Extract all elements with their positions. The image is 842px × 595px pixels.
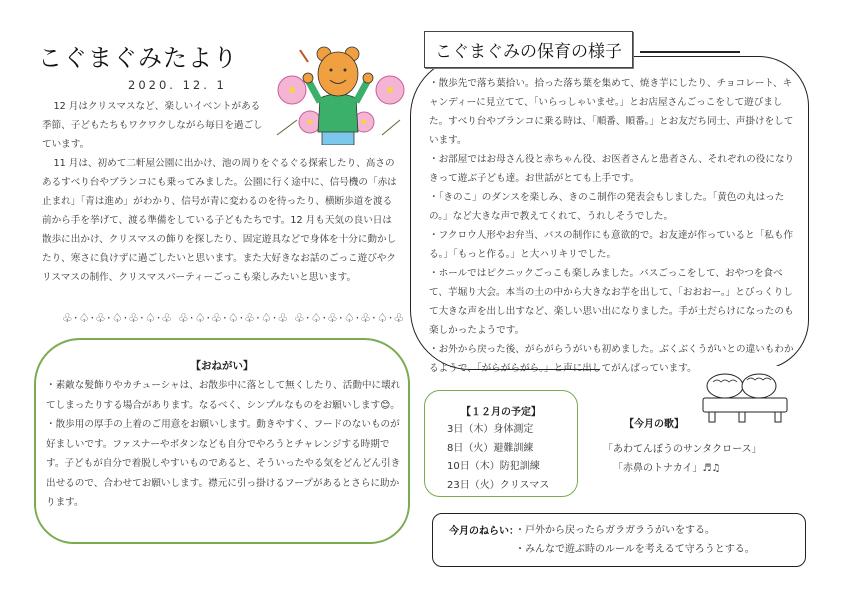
requests-box <box>34 338 410 544</box>
requests-title: 【おねがい】 <box>190 360 254 372</box>
intro-paragraph: 12 月はクリスマスなど、楽しいイベントがある季節、子どもたちもワクワクしながら毎日を過ごしています。 <box>42 101 263 150</box>
aims-list <box>515 521 755 559</box>
song-item: 「あわてんぼうのサンタクロース」 <box>603 444 762 455</box>
activity-item: ・お部屋ではお母さん役と赤ちゃん役、お医者さんと患者さん、それぞれの役になりきって遊ぶ子ども達。お世話がとても上手です。 <box>429 154 795 184</box>
activity-item: ・フクロウ人形やお弁当、バスの制作にも意欲的で。お友達が作っていると「私も作る。」「もっと作る。」と大ハリキリでした。 <box>429 230 794 260</box>
requests-list <box>46 376 402 513</box>
newsletter-title: こぐまぐみたより <box>38 44 238 72</box>
children-illustration-icon <box>695 372 795 424</box>
request-item: ・素敵な髪飾りやカチューシャは、お散歩中に落として無くしたり、活動中に壊れてしまったりする場合があります。なるべく、シンプルなものをお願いします😊。 <box>46 380 401 411</box>
song-item: 「赤鼻のトナカイ」♬♫ <box>613 462 721 474</box>
schedule-title: 【１２月の予定】 <box>461 407 541 418</box>
aims-label: 今月のねらい： <box>449 526 519 537</box>
schedule-item: 23日（火）クリスマス <box>447 479 550 491</box>
aim-item: ・みんなで遊ぶ時のルールを考えるて守ろうとする。 <box>515 544 755 555</box>
aims-box <box>432 513 806 567</box>
decorative-border: ♧·♤·♧·♤·♧·♤·♧ ♧·♤·♧·♤·♧·♤·♧ ♧·♤·♧·♤·♧·♤·♧ <box>62 311 406 325</box>
schedule-item: 8日（火）避難訓練 <box>447 442 534 454</box>
schedule-item: 10日（木）防犯訓練 <box>447 461 540 472</box>
aim-item: ・戸外から戻ったらガラガラうがいをする。 <box>515 525 715 536</box>
songs-list <box>603 441 762 478</box>
activity-item: ・「きのこ」のダンスを楽しみ、きのこ制作の発表会もしました。「黄色の丸はったの。」など大きな声で教えてくれて、うれしそうでした。 <box>429 192 785 222</box>
bear-illustration-icon <box>272 40 407 145</box>
songs-title: 【今月の歌】 <box>624 419 684 430</box>
activity-item: ・お外から戻った後、がらがらうがいも初めました。ぶくぶくうがいとの違いもわかるようで、「がらがらがら。」と声に出してがんばっています。 <box>429 344 794 374</box>
activities-title: こぐまぐみの保育の様子 <box>424 31 633 68</box>
header-rule <box>640 51 740 53</box>
activities-list <box>429 74 801 378</box>
request-item: ・散歩用の厚手の上着のご用意をお願いします。動きやすく、フードのないものが好ましいです。ファスナーやボタンなども自分でやろうとチャレンジする時期です。子どもが自分で着脱しやすいものであると、そういったやる気をどんどん引き出せるので、合わせてお願いします。襟元に引っ掛けるフープがあるとさらに助かります。 <box>46 419 401 508</box>
schedule-list <box>447 421 549 495</box>
activity-item: ・ホールではピクニックごっこも楽しみました。バスごっこをして、おやつを食べて、芋堀り大会。本当の土の中から大きなお芋を出して、「おおおー。」とびっくりして大きな声を出し出すなど、楽しい思い出になりました。手が土だらけになったのも楽しかったようです。 <box>429 268 794 336</box>
activity-item: ・散歩先で落ち葉拾い。拾った落ち葉を集めて、焼き芋にしたり、チョコレート、キャンディーに見立てて、「いらっしゃいませ。」とお店屋さんごっこをして遊びました。すべり台やブランコに乗る時は、「順番、順番。」とお友だち同士、声掛けをしています。 <box>429 78 794 146</box>
schedule-item: 3日（木）身体測定 <box>447 424 534 435</box>
schedule-box <box>424 390 578 497</box>
newsletter-date: 2020. 12. 1 <box>128 78 227 92</box>
november-paragraph: 11 月は、初めて二軒屋公園に出かけ、池の周りをぐるぐる探索したり、高さのあるすべり台やブランコにも乗ってみました。公園に行く途中に、信号機の「赤は止まれ」「青は進め」がわかり、信号が青に変わるのを待ったり、横断歩道を渡る前から手を挙げて、渡る準備をしている子どもたちです。12 月も天気の良い日は散歩に出かけ、クリスマスの飾りを探したり、固定遊具などで身体を十分に動かしたり、寒さに負けずに過ごしたいと思います。また大好きなお話のごっこ遊びやクリスマスの制作、クリスマスパーティーごっこも楽しみたいと思います。 <box>42 158 397 283</box>
